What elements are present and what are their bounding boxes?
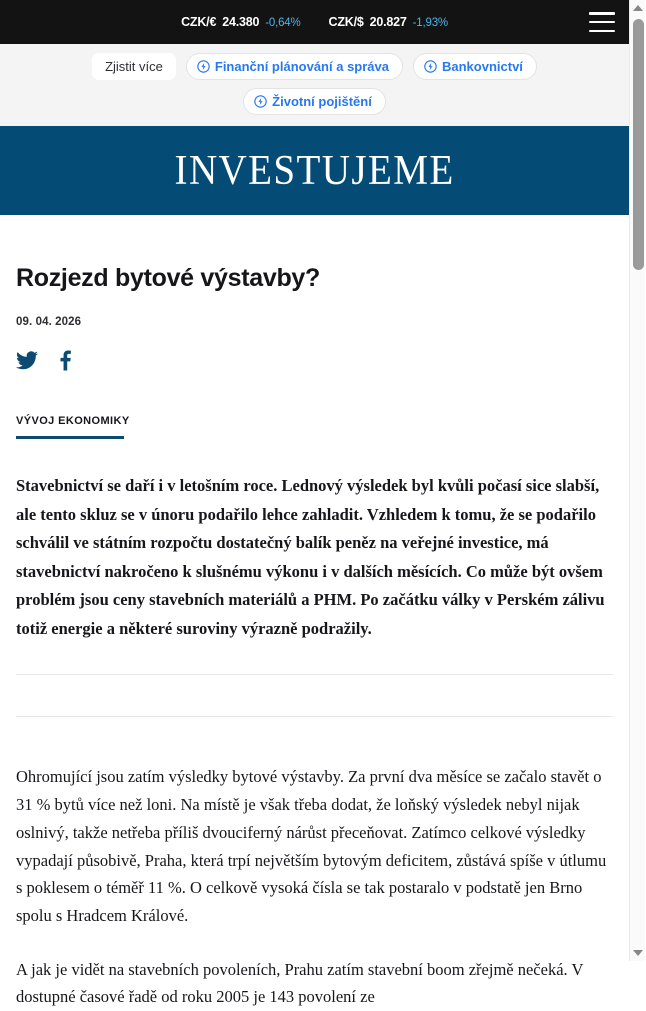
flash-circle-icon [424, 60, 437, 73]
scroll-up-arrow-icon[interactable] [630, 0, 646, 16]
article-category-label: VÝVOJ EKONOMIKY [16, 415, 130, 428]
quote-czk-usd[interactable] [329, 15, 448, 29]
flash-circle-icon [197, 60, 210, 73]
article-lede: Stavebnictví se daří i v letošním roce. Lednový výsledek byl kvůli počasí sice slabší, ale tento skluz se v únoru podařilo lehce zahladit. Vzhledem k tomu, že se podařilo schválil ve státním rozpočtu dostatečný balík peněz na veřejné investice, má stavebnictví nakročeno k slušnému výkonu i v dalších měsících. Co může být ovšem problém jsou ceny stavebních materiálů a PHM. Po začátku války v Perském zálivu totiž energie a některé suroviny výrazně podražily. [16, 476, 605, 638]
promo-pill-label: Finanční plánování a správa [214, 59, 389, 74]
ticker-quotes [181, 15, 448, 29]
twitter-icon[interactable] [16, 351, 38, 370]
page-scrollbar[interactable] [629, 0, 645, 961]
article-paragraph: A jak je vidět na stavebních povoleních, Prahu zatím stavební boom zřejmě nečeká. V dostupné časové řadě od roku 2005 je 143 povolení ze [16, 959, 584, 1007]
content-divider-bottom [16, 716, 613, 717]
quote-change: -0,64% [265, 17, 301, 29]
article-date: 09. 04. 2026 [16, 316, 82, 329]
scrollbar-thumb[interactable] [633, 19, 644, 270]
facebook-icon[interactable] [60, 350, 71, 371]
promo-pill-label: Životní pojištění [272, 94, 372, 109]
content-divider-top [16, 674, 613, 675]
quote-change: -1,93% [412, 17, 448, 29]
article-category[interactable] [16, 415, 130, 439]
site-logo[interactable]: INVESTUJEME [174, 147, 455, 194]
article-paragraph: Ohromující jsou zatím výsledky bytové výstavby. Za první dva měsíce se začalo stavět o 31 % bytů více než loni. Na místě je však třeba dodat, že loňský výsledek nebyl nijak oslnivý, takže netřeba příliš dvouciferný nárůst přeceňovat. Zatímco celkové výsledky vypadají působivě, Praha, která trpí největším bytovým deficitem, zůstává spíše v útlumu s poklesem o téměř 11 %. O celkově vysoká čísla se tak postaralo v podstatě jen Brno spolu s Hradcem Králové. [16, 767, 607, 926]
page-title: Rozjezd bytové výstavby? [16, 264, 321, 292]
promo-pill-row-second [12, 88, 617, 115]
site-header-band [0, 126, 629, 215]
social-share-row [16, 350, 613, 371]
scroll-down-arrow-icon[interactable] [630, 945, 646, 961]
promo-pill-label: Bankovnictví [442, 59, 523, 74]
promo-pill-bankovnictvi[interactable] [413, 53, 537, 80]
promo-pill-financni-planovani[interactable] [186, 53, 403, 80]
arrow-glyph [633, 5, 643, 11]
hamburger-bar [589, 30, 615, 33]
quote-value: 20.827 [369, 15, 407, 29]
quote-pair-label: CZK/$ [328, 15, 364, 29]
hamburger-menu-icon[interactable] [589, 12, 615, 32]
promo-label: Zjistit více [92, 53, 176, 80]
hamburger-bar [589, 21, 615, 24]
arrow-glyph [633, 950, 643, 956]
hamburger-bar [589, 12, 615, 15]
promo-pill-zivotni-pojisteni[interactable] [243, 88, 386, 115]
flash-circle-icon [254, 95, 267, 108]
category-underline-rule [16, 436, 124, 439]
quote-czk-eur[interactable] [181, 15, 300, 29]
promo-nav-strip [0, 44, 629, 126]
currency-ticker-bar [0, 0, 629, 44]
article-container [0, 215, 629, 1011]
quote-value: 24.380 [222, 15, 260, 29]
quote-pair-label: CZK/€ [181, 15, 217, 29]
